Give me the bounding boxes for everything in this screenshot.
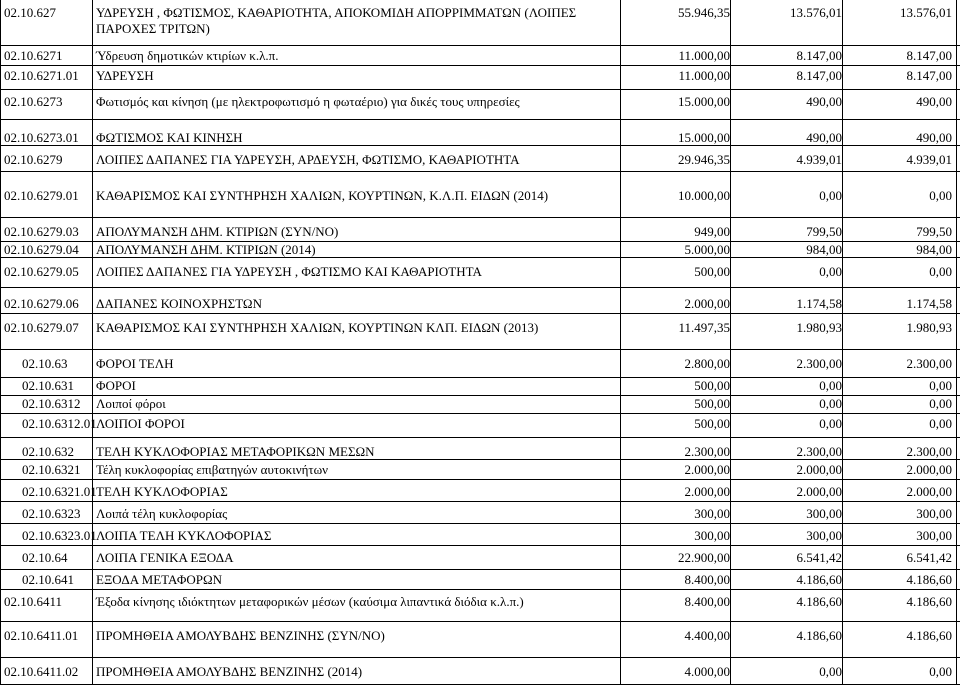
row-description: Ύδρευση δημοτικών κτιρίων κ.λ.π. xyxy=(96,48,279,63)
grid-horizontal-line xyxy=(0,569,960,570)
grid-horizontal-line xyxy=(0,89,960,90)
table-row xyxy=(0,66,960,90)
row-code: 02.10.631 xyxy=(22,378,74,393)
row-approved-amount: 4.939,01 xyxy=(796,152,842,167)
row-approved-amount: 8.147,00 xyxy=(796,48,842,63)
row-paid-amount: 1.980,93 xyxy=(906,320,952,335)
grid-horizontal-line xyxy=(0,145,960,146)
row-approved-amount: 490,00 xyxy=(806,130,842,145)
row-approved-amount: 2.000,00 xyxy=(796,462,842,477)
row-paid-amount: 0,00 xyxy=(929,188,952,203)
table-row xyxy=(0,396,960,414)
table-row xyxy=(0,622,960,658)
row-paid-amount: 2.000,00 xyxy=(906,462,952,477)
row-code: 02.10.627 xyxy=(4,5,56,20)
row-code: 02.10.6321 xyxy=(22,462,81,477)
grid-horizontal-line xyxy=(0,545,960,546)
row-budget-amount: 5.000,00 xyxy=(684,242,730,257)
row-paid-amount: 2.000,00 xyxy=(906,484,952,499)
row-approved-amount: 4.186,60 xyxy=(796,628,842,643)
row-approved-amount: 300,00 xyxy=(806,506,842,521)
row-budget-amount: 500,00 xyxy=(694,378,730,393)
row-approved-amount: 0,00 xyxy=(819,378,842,393)
table-row xyxy=(0,46,960,66)
grid-horizontal-line xyxy=(0,589,960,590)
row-budget-amount: 949,00 xyxy=(694,224,730,239)
row-code: 02.10.6323.01 xyxy=(22,528,97,543)
grid-vertical-line xyxy=(620,0,621,685)
row-budget-amount: 11.000,00 xyxy=(678,48,730,63)
row-paid-amount: 490,00 xyxy=(916,130,952,145)
row-approved-amount: 0,00 xyxy=(819,396,842,411)
grid-horizontal-line xyxy=(0,349,960,350)
table-row xyxy=(0,350,960,378)
grid-horizontal-line xyxy=(0,287,960,288)
row-approved-amount: 984,00 xyxy=(806,242,842,257)
row-budget-amount: 300,00 xyxy=(694,528,730,543)
grid-vertical-line xyxy=(0,0,1,685)
row-description: ΤΕΛΗ ΚΥΚΛΟΦΟΡΙΑΣ ΜΕΤΑΦΟΡΙΚΩΝ ΜΕΣΩΝ xyxy=(96,444,375,459)
row-paid-amount: 8.147,00 xyxy=(906,48,952,63)
row-description: ΥΔΡΕΥΣΗ xyxy=(96,68,154,83)
row-budget-amount: 22.900,00 xyxy=(678,550,730,565)
row-paid-amount: 300,00 xyxy=(916,506,952,521)
row-budget-amount: 300,00 xyxy=(694,506,730,521)
row-description: ΛΟΙΠΟΙ ΦΟΡΟΙ xyxy=(96,416,185,431)
row-code: 02.10.632 xyxy=(22,444,74,459)
row-description: ΛΟΙΠΕΣ ΔΑΠΑΝΕΣ ΓΙΑ ΥΔΡΕΥΣΗ , ΦΩΤΙΣΜΟ ΚΑΙ ΚΑΘΑΡΙΟΤΗΤΑ xyxy=(96,264,482,279)
row-description: ΑΠΟΛΥΜΑΝΣΗ ΔΗΜ. ΚΤΙΡΙΩΝ (ΣΥΝ/ΝΟ) xyxy=(96,224,339,239)
row-code: 02.10.6279.07 xyxy=(4,320,79,335)
grid-horizontal-line xyxy=(0,45,960,46)
row-approved-amount: 2.300,00 xyxy=(796,356,842,371)
row-paid-amount: 0,00 xyxy=(929,378,952,393)
table-row xyxy=(0,378,960,396)
row-approved-amount: 799,50 xyxy=(806,224,842,239)
row-paid-amount: 6.541,42 xyxy=(906,550,952,565)
row-approved-amount: 4.186,60 xyxy=(796,572,842,587)
row-code: 02.10.63 xyxy=(22,356,68,371)
row-description: ΛΟΙΠΑ ΤΕΛΗ ΚΥΚΛΟΦΟΡΙΑΣ xyxy=(96,528,272,543)
row-code: 02.10.641 xyxy=(22,572,74,587)
table-row xyxy=(0,414,960,438)
grid-horizontal-line xyxy=(0,65,960,66)
row-description: Φωτισμός και κίνηση (με ηλεκτροφωτισμό η φωταέριο) για δικές τους υπηρεσίες xyxy=(96,94,520,109)
row-paid-amount: 4.939,01 xyxy=(906,152,952,167)
row-description: ΚΑΘΑΡΙΣΜΟΣ ΚΑΙ ΣΥΝΤΗΡΗΣΗ ΧΑΛΙΩΝ, ΚΟΥΡΤΙΝΩΝ ΚΛΠ. ΕΙΔΩΝ (2013) xyxy=(96,320,539,335)
grid-horizontal-line xyxy=(0,413,960,414)
row-description: ΦΟΡΟΙ xyxy=(96,378,136,393)
row-paid-amount: 0,00 xyxy=(929,664,952,679)
row-paid-amount: 8.147,00 xyxy=(906,68,952,83)
grid-horizontal-line xyxy=(0,523,960,524)
row-paid-amount: 13.576,01 xyxy=(900,5,952,20)
grid-horizontal-line xyxy=(0,119,960,120)
row-budget-amount: 500,00 xyxy=(694,396,730,411)
row-paid-amount: 0,00 xyxy=(929,264,952,279)
row-description: ΕΞΟΔΑ ΜΕΤΑΦΟΡΩΝ xyxy=(96,572,223,587)
row-approved-amount: 0,00 xyxy=(819,188,842,203)
row-paid-amount: 4.186,60 xyxy=(906,572,952,587)
row-description: ΠΡΟΜΗΘΕΙΑ ΑΜΟΛΥΒΔΗΣ ΒΕΝΖΙΝΗΣ (2014) xyxy=(96,664,363,679)
table-row xyxy=(0,460,960,480)
row-code: 02.10.6279.05 xyxy=(4,264,79,279)
row-description: ΔΑΠΑΝΕΣ ΚΟΙΝΟΧΡΗΣΤΩΝ xyxy=(96,296,262,311)
row-budget-amount: 2.000,00 xyxy=(684,296,730,311)
row-code: 02.10.6279 xyxy=(4,152,63,167)
row-approved-amount: 490,00 xyxy=(806,94,842,109)
row-budget-amount: 2.300,00 xyxy=(684,444,730,459)
row-code: 02.10.64 xyxy=(22,550,68,565)
row-paid-amount: 0,00 xyxy=(929,416,952,431)
table-row xyxy=(0,546,960,570)
row-budget-amount: 15.000,00 xyxy=(678,130,730,145)
row-approved-amount: 1.980,93 xyxy=(796,320,842,335)
table-row xyxy=(0,570,960,590)
grid-horizontal-line xyxy=(0,657,960,658)
table-row xyxy=(0,590,960,622)
row-approved-amount: 8.147,00 xyxy=(796,68,842,83)
grid-horizontal-line xyxy=(0,501,960,502)
row-description: ΛΟΙΠΕΣ ΔΑΠΑΝΕΣ ΓΙΑ ΥΔΡΕΥΣΗ, ΑΡΔΕΥΣΗ, ΦΩΤΙΣΜΟ, ΚΑΘΑΡΙΟΤΗΤΑ xyxy=(96,152,520,167)
row-budget-amount: 2.000,00 xyxy=(684,484,730,499)
row-code: 02.10.6321.01 xyxy=(22,484,97,499)
row-budget-amount: 11.497,35 xyxy=(678,320,730,335)
row-code: 02.10.6279.04 xyxy=(4,242,79,257)
row-code: 02.10.6312 xyxy=(22,396,81,411)
table-row xyxy=(0,218,960,242)
grid-horizontal-line xyxy=(0,313,960,314)
row-paid-amount: 799,50 xyxy=(916,224,952,239)
row-description: Λοιποί φόροι xyxy=(96,396,166,411)
row-description: ΠΡΟΜΗΘΕΙΑ ΑΜΟΛΥΒΔΗΣ ΒΕΝΖΙΝΗΣ (ΣΥΝ/ΝΟ) xyxy=(96,628,385,643)
row-paid-amount: 300,00 xyxy=(916,528,952,543)
grid-horizontal-line xyxy=(0,257,960,258)
row-paid-amount: 2.300,00 xyxy=(906,356,952,371)
row-approved-amount: 1.174,58 xyxy=(796,296,842,311)
row-paid-amount: 4.186,60 xyxy=(906,628,952,643)
grid-vertical-line xyxy=(730,0,731,685)
row-approved-amount: 0,00 xyxy=(819,264,842,279)
row-code: 02.10.6273.01 xyxy=(4,130,79,145)
table-row xyxy=(0,502,960,524)
table-row xyxy=(0,258,960,288)
row-budget-amount: 15.000,00 xyxy=(678,94,730,109)
grid-horizontal-line xyxy=(0,395,960,396)
row-paid-amount: 2.300,00 xyxy=(906,444,952,459)
grid-horizontal-line xyxy=(0,437,960,438)
row-code: 02.10.6279.03 xyxy=(4,224,79,239)
row-budget-amount: 500,00 xyxy=(694,264,730,279)
row-approved-amount: 6.541,42 xyxy=(796,550,842,565)
table-row xyxy=(0,172,960,218)
row-approved-amount: 4.186,60 xyxy=(796,594,842,609)
table-row xyxy=(0,242,960,258)
row-approved-amount: 2.000,00 xyxy=(796,484,842,499)
row-budget-amount: 10.000,00 xyxy=(678,188,730,203)
row-description: Λοιπά τέλη κυκλοφορίας xyxy=(96,506,228,521)
row-description: ΦΩΤΙΣΜΟΣ ΚΑΙ ΚΙΝΗΣΗ xyxy=(96,130,243,145)
row-description: ΛΟΙΠΑ ΓΕΝΙΚΑ ΕΞΟΔΑ xyxy=(96,550,234,565)
grid-horizontal-line xyxy=(0,217,960,218)
table-row xyxy=(0,524,960,546)
row-approved-amount: 2.300,00 xyxy=(796,444,842,459)
grid-horizontal-line xyxy=(0,377,960,378)
row-description-continued: ΠΑΡΟΧΕΣ ΤΡΙΤΩΝ) xyxy=(96,21,210,36)
row-budget-amount: 2.800,00 xyxy=(684,356,730,371)
row-code: 02.10.6411.01 xyxy=(4,628,79,643)
table-row xyxy=(0,314,960,350)
row-description: ΤΕΛΗ ΚΥΚΛΟΦΟΡΙΑΣ xyxy=(96,484,228,499)
table-row xyxy=(0,658,960,685)
grid-horizontal-line xyxy=(0,241,960,242)
row-code: 02.10.6411 xyxy=(4,594,63,609)
row-code: 02.10.6411.02 xyxy=(4,664,79,679)
row-description: ΚΑΘΑΡΙΣΜΟΣ ΚΑΙ ΣΥΝΤΗΡΗΣΗ ΧΑΛΙΩΝ, ΚΟΥΡΤΙΝΩΝ, Κ.Λ.Π. ΕΙΔΩΝ (2014) xyxy=(96,188,549,203)
row-code: 02.10.6279.06 xyxy=(4,296,79,311)
row-code: 02.10.6312.01 xyxy=(22,416,97,431)
row-paid-amount: 984,00 xyxy=(916,242,952,257)
row-paid-amount: 490,00 xyxy=(916,94,952,109)
row-approved-amount: 300,00 xyxy=(806,528,842,543)
row-description: ΑΠΟΛΥΜΑΝΣΗ ΔΗΜ. ΚΤΙΡΙΩΝ (2014) xyxy=(96,242,316,257)
grid-horizontal-line xyxy=(0,479,960,480)
table-row xyxy=(0,90,960,120)
row-budget-amount: 8.400,00 xyxy=(684,594,730,609)
row-code: 02.10.6273 xyxy=(4,94,63,109)
row-approved-amount: 13.576,01 xyxy=(790,5,842,20)
row-budget-amount: 55.946,35 xyxy=(678,5,730,20)
row-budget-amount: 8.400,00 xyxy=(684,572,730,587)
row-code: 02.10.6271.01 xyxy=(4,68,79,83)
row-budget-amount: 2.000,00 xyxy=(684,462,730,477)
row-paid-amount: 4.186,60 xyxy=(906,594,952,609)
row-budget-amount: 4.400,00 xyxy=(684,628,730,643)
row-code: 02.10.6279.01 xyxy=(4,188,79,203)
grid-horizontal-line xyxy=(0,171,960,172)
table-row xyxy=(0,146,960,172)
row-budget-amount: 11.000,00 xyxy=(678,68,730,83)
row-description: Έξοδα κίνησης ιδιόκτητων μεταφορικών μέσων (καύσιμα λιπαντικά διόδια κ.λ.π.) xyxy=(96,594,524,609)
grid-vertical-line xyxy=(956,0,957,685)
row-approved-amount: 0,00 xyxy=(819,664,842,679)
row-description: ΦΟΡΟΙ ΤΕΛΗ xyxy=(96,356,174,371)
row-description: ΥΔΡΕΥΣΗ , ΦΩΤΙΣΜΟΣ, ΚΑΘΑΡΙΟΤΗΤΑ, ΑΠΟΚΟΜΙΔΗ ΑΠΟΡΡΙΜΜΑΤΩΝ (ΛΟΙΠΕΣ xyxy=(96,5,577,20)
grid-vertical-line xyxy=(842,0,843,685)
row-paid-amount: 1.174,58 xyxy=(906,296,952,311)
row-description: Τέλη κυκλοφορίας επιβατηγών αυτοκινήτων xyxy=(96,462,329,477)
row-code: 02.10.6271 xyxy=(4,48,63,63)
grid-vertical-line xyxy=(92,0,93,685)
table-row xyxy=(0,288,960,314)
row-budget-amount: 29.946,35 xyxy=(678,152,730,167)
row-paid-amount: 0,00 xyxy=(929,396,952,411)
row-budget-amount: 500,00 xyxy=(694,416,730,431)
table-row xyxy=(0,480,960,502)
row-code: 02.10.6323 xyxy=(22,506,81,521)
row-approved-amount: 0,00 xyxy=(819,416,842,431)
table-row xyxy=(0,0,960,46)
table-row xyxy=(0,120,960,146)
table-row xyxy=(0,438,960,460)
grid-horizontal-line xyxy=(0,459,960,460)
row-budget-amount: 4.000,00 xyxy=(684,664,730,679)
grid-horizontal-line xyxy=(0,621,960,622)
